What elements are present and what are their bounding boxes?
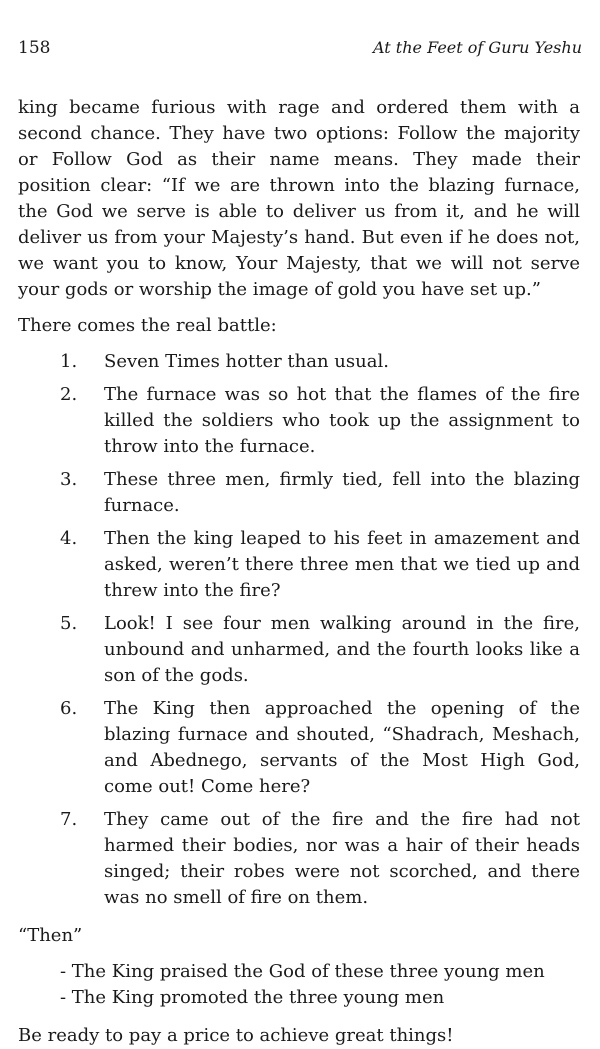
list-item-number: 6. — [60, 698, 78, 719]
page-body — [18, 95, 580, 1049]
then-label: “Then” — [18, 925, 83, 946]
list-item-text: These three men, firmly tied, fell into the blazing furnace. — [104, 469, 580, 516]
list-item-text: The furnace was so hot that the flames of the fire killed the soldiers who took up the assignment to throw into the furnace. — [104, 384, 580, 457]
list-item — [18, 696, 580, 800]
list-item-text: Look! I see four men walking around in the fire, unbound and unharmed, and the fourth looks like a son of the gods. — [104, 613, 580, 686]
list-item-text: Seven Times hotter than usual. — [104, 351, 389, 372]
paragraph-1: king became furious with rage and ordered them with a second chance. They have two options: Follow the majority or Follow God as their name means. They made their position clear: “If we are thrown into the blazing furnace, the God we serve is able to deliver us from it, and he will deliver us from your Majesty’s hand. But even if he does not, we want you to know, Your Majesty, that we will not serve your gods or worship the image of gold you have set up.” — [18, 97, 580, 300]
dash-item: - The King promoted the three young men — [60, 987, 445, 1008]
dash-item: - The King praised the God of these three young men — [60, 961, 545, 982]
list-item-number: 1. — [60, 351, 78, 372]
list-item — [18, 807, 580, 911]
closing-sentence: Be ready to pay a price to achieve great things! — [18, 1025, 454, 1046]
page-number: 158 — [18, 38, 51, 58]
list-item — [18, 611, 580, 689]
paragraph-2: There comes the real battle: — [18, 315, 277, 336]
list-item-number: 2. — [60, 384, 78, 405]
list-item — [18, 382, 580, 460]
list-item-number: 3. — [60, 469, 78, 490]
dash-list — [18, 959, 580, 1011]
numbered-list — [18, 349, 580, 911]
running-title: At the Feet of Guru Yeshu — [373, 38, 582, 57]
list-item-text: Then the king leaped to his feet in amazement and asked, weren’t there three men that we tied up and threw into the fire? — [104, 528, 580, 601]
list-item-number: 4. — [60, 528, 78, 549]
page-header — [18, 38, 582, 62]
list-item — [18, 349, 580, 375]
list-item-number: 7. — [60, 809, 78, 830]
list-item-number: 5. — [60, 613, 78, 634]
list-item-text: The King then approached the opening of the blazing furnace and shouted, “Shadrach, Meshach, and Abednego, servants of the Most High God, come out! Come here? — [104, 698, 580, 797]
list-item — [18, 526, 580, 604]
list-item-text: They came out of the fire and the fire had not harmed their bodies, nor was a hair of their heads singed; their robes were not scorched, and there was no smell of fire on them. — [104, 809, 580, 908]
list-item — [18, 467, 580, 519]
